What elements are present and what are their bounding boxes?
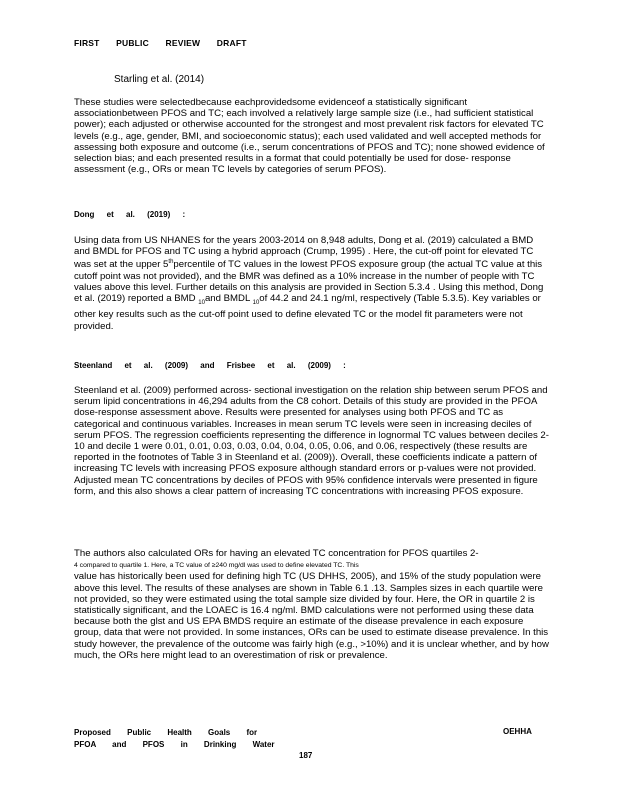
dong-text-part1: Using data from US NHANES for the years 2003-2014 on 8,948 adults, Dong et al. (2019) calculated a BMD and BMDL for PFOS and TC using a hybrid approach (Crump, 1995) . Here, the cut-off point for elevated TC was set at the upper 5 (74, 235, 534, 271)
subscript-10-b: 10 (252, 300, 260, 307)
footer-line-2: PFOA and PFOS in Drinking Water (74, 740, 275, 749)
section-heading-dong: Dong et al. (2019) : (74, 210, 186, 219)
footer-title (74, 727, 275, 751)
steenland-paragraph: Steenland et al. (2009) performed across- sectional investigation on the relation ship between serum PFOS and serum lipid concentrations in 46,294 adults from the C8 cohort. Details of this study are provided in the PFOA dose-response assessment above. Results were presented for analyses using both PFOS and TC as categorical and continuous variables. Increases in mean serum TC levels were seen in increasing deciles of serum PFOS. The regression coefficients representing the difference in lognormal TC values between deciles 2-10 and decile 1 were 0.01, 0.01, 0.03, 0.03, 0.04, 0.04, 0.05, 0.06, and 0.06, respectively (these results are reported in the footnotes of Table 3 in Steenland et al. (2009)). Overall, these coefficients indicate a pattern of increasing TC levels with increasing PFOS exposure although standard errors or p-values were not provided. Adjusted mean TC concentrations by deciles of PFOS with 95% confidence intervals were presented in figure form, and this also shows a clear pattern of increasing TC concentrations with increasing PFOS exposure. (74, 385, 549, 497)
subscript-10-a: 10 (198, 300, 205, 307)
footer-line-1: Proposed Public Health Goals for (74, 728, 258, 737)
dong-text-part4: of 44.2 and 24.1 ng/ml, respectively (Table 5.3.5). Key variables or other key results such as the cut-off point used to define elevated TC or the model fit parameters were not provided. (74, 293, 541, 332)
section-heading-steenland: Steenland et al. (2009) and Frisbee et al. (2009) : (74, 361, 346, 370)
dong-paragraph (74, 235, 550, 332)
page-number: 187 (299, 751, 313, 760)
footer-agency: OEHHA (503, 727, 532, 736)
dong-text-part3: and BMDL (204, 293, 250, 305)
bullet-item (92, 74, 204, 85)
bullet-text: Starling et al. (2014) (114, 74, 205, 85)
odds-ratio-paragraph (74, 548, 550, 661)
or-para-note: 4 compared to quartile 1. Here, a TC value of ≥240 mg/dl was used to define elevated TC. This (74, 562, 359, 570)
or-para-rest: value has historically been used for defining high TC (US DHHS, 2005), and 15% of the study population were above this level. The results of these analyses are shown in Table 6.1 .13. Samples sizes in each quartile were not provided, so they were estimated using the total sample size divided by four. Here, the OR in quartile 2 is statistically significant, and the LOAEC is 16.4 ng/ml. BMD calculations were not performed using these data because both the glst and US EPA BMDS require an estimate of the disease prevalence in each exposure group, data that were not provided. In some instances, ORs can be used to estimate disease prevalence. In this study however, the prevalence of the outcome was fairly high (e.g., >10%) and it is unclear whether, and by how much, the ORs here might lead to an overestimation of risk or prevalence. (74, 571, 549, 661)
intro-paragraph: These studies were selectedbecause eachprovidedsome evidenceof a statistically significant associationbetween PFOS and TC; each involved a relatively large sample size (i.e., had sufficient statistical power); each adjusted or otherwise accounted for the strongest and most prevalent risk factors for elevated TC levels (e.g., age, gender, BMI, and socioeconomic status); each used validated and well accepted methods for assessing both exposure and outcome (i.e., serum concentrations of PFOS and TC); none showed evidence of selection bias; and each presented results in a format that could potentially be used for dose- response assessment (e.g., ORs or mean TC levels by categories of serum PFOS). (74, 97, 545, 176)
draft-header: FIRST PUBLIC REVIEW DRAFT (74, 38, 247, 48)
dong-text-part2: percentile of TC values in the lowest PFOS exposure group (the actual TC value at this cutoff point was not provided), and the BMR was defined as a 10% increase in the number of people with TC values above this level. Further details on this analysis are provided in Section 5.3.4 . Using this method, Dong et al. (2019) reported a BMD (74, 259, 544, 305)
or-para-start: The authors also calculated ORs for having an elevated TC concentration for PFOS quartiles 2- (74, 548, 479, 559)
superscript-th: th (168, 259, 174, 266)
